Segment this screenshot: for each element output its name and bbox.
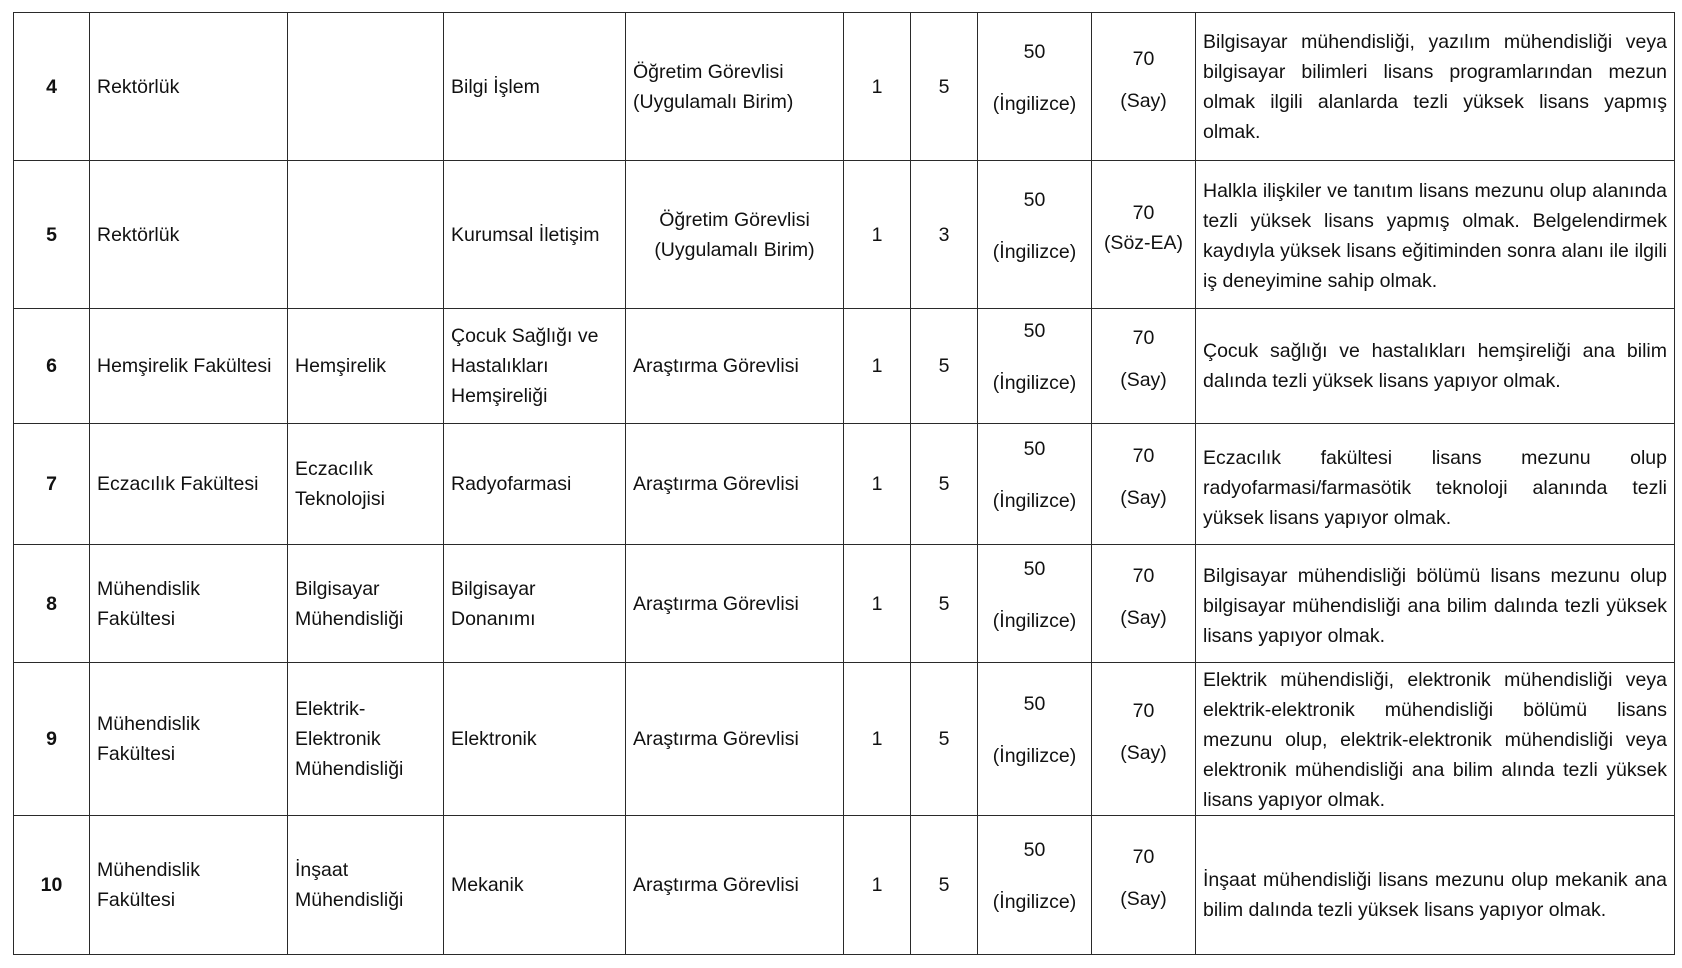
unit-cell: Mühendislik Fakültesi	[90, 816, 288, 955]
language-cell	[978, 663, 1092, 816]
field-cell: Mekanik	[444, 816, 626, 955]
unit-cell: Hemşirelik Fakültesi	[90, 309, 288, 424]
ales-cell	[1092, 663, 1196, 816]
language-score: 50	[1023, 693, 1046, 715]
language-name: (İngilizce)	[992, 240, 1077, 263]
ales-score: 70	[1132, 201, 1155, 224]
language-score: 50	[1023, 188, 1046, 211]
count-cell: 1	[844, 13, 911, 161]
language-score: 50	[1023, 557, 1046, 580]
positions-table-page	[13, 12, 1675, 955]
table-row	[14, 309, 1675, 424]
title-cell: Öğretim Görevlisi (Uygulamalı Birim)	[626, 161, 844, 309]
table-row	[14, 545, 1675, 663]
requirements-cell: Bilgisayar mühendisliği, yazılım mühendisliği veya bilgisayar bilimleri lisans programlarından mezun olmak ilgili alanlarda tezli yüksek lisans yapmış olmak.	[1196, 13, 1675, 161]
title-cell: Araştırma Görevlisi	[626, 663, 844, 816]
degree-cell: 5	[911, 309, 978, 424]
language-cell	[978, 545, 1092, 663]
table-row	[14, 13, 1675, 161]
ales-score: 70	[1132, 564, 1155, 587]
ales-cell	[1092, 309, 1196, 424]
degree-cell: 5	[911, 545, 978, 663]
language-score: 50	[1023, 839, 1046, 861]
field-cell: Bilgisayar Donanımı	[444, 545, 626, 663]
department-cell	[288, 161, 444, 309]
unit-cell: Mühendislik Fakültesi	[90, 545, 288, 663]
field-cell: Elektronik	[444, 663, 626, 816]
language-score: 50	[1023, 40, 1046, 63]
language-name: (İngilizce)	[992, 92, 1077, 115]
ales-type: (Say)	[1120, 606, 1167, 629]
language-cell	[978, 13, 1092, 161]
ales-type: (Say)	[1120, 742, 1167, 764]
ales-type: (Say)	[1120, 369, 1167, 391]
field-cell: Çocuk Sağlığı ve Hastalıkları Hemşireliği	[444, 309, 626, 424]
degree-cell: 3	[911, 161, 978, 309]
ales-score: 70	[1132, 846, 1155, 868]
count-cell: 1	[844, 663, 911, 816]
title-cell: Araştırma Görevlisi	[626, 816, 844, 955]
ales-type: (Say)	[1120, 888, 1167, 910]
unit-cell: Mühendislik Fakültesi	[90, 663, 288, 816]
language-score: 50	[1023, 320, 1046, 342]
count-cell: 1	[844, 816, 911, 955]
language-cell	[978, 161, 1092, 309]
row-number: 8	[14, 545, 90, 663]
department-cell: Hemşirelik	[288, 309, 444, 424]
requirements-cell: Eczacılık fakültesi lisans mezunu olup radyofarmasi/farmasötik teknoloji alanında tezli yüksek lisans yapıyor olmak.	[1196, 424, 1675, 545]
degree-cell: 5	[911, 424, 978, 545]
ales-cell	[1092, 13, 1196, 161]
field-cell: Radyofarmasi	[444, 424, 626, 545]
field-cell: Bilgi İşlem	[444, 13, 626, 161]
department-cell	[288, 13, 444, 161]
language-name: (İngilizce)	[992, 490, 1077, 512]
count-cell: 1	[844, 161, 911, 309]
language-cell	[978, 424, 1092, 545]
degree-cell: 5	[911, 816, 978, 955]
language-name: (İngilizce)	[992, 745, 1077, 767]
language-name: (İngilizce)	[992, 372, 1077, 394]
row-number: 10	[14, 816, 90, 955]
positions-table	[13, 12, 1675, 955]
unit-cell: Rektörlük	[90, 13, 288, 161]
requirements-cell: Elektrik mühendisliği, elektronik mühendisliği veya elektrik-elektronik mühendisliği bölümü lisans mezunu olup, elektrik-elektronik mühendisliği veya elektronik mühendisliği ana bilim alında tezli yüksek lisans yapıyor olmak.	[1196, 663, 1675, 816]
table-row	[14, 424, 1675, 545]
count-cell: 1	[844, 545, 911, 663]
unit-cell: Eczacılık Fakültesi	[90, 424, 288, 545]
row-number: 9	[14, 663, 90, 816]
language-cell	[978, 309, 1092, 424]
requirements-cell: İnşaat mühendisliği lisans mezunu olup mekanik ana bilim dalında tezli yüksek lisans yapıyor olmak.	[1196, 816, 1675, 955]
row-number: 7	[14, 424, 90, 545]
requirements-cell: Bilgisayar mühendisliği bölümü lisans mezunu olup bilgisayar mühendisliği ana bilim dalında tezli yüksek lisans yapıyor olmak.	[1196, 545, 1675, 663]
ales-score: 70	[1132, 445, 1155, 467]
row-number: 6	[14, 309, 90, 424]
ales-score: 70	[1132, 327, 1155, 349]
degree-cell: 5	[911, 13, 978, 161]
table-row	[14, 663, 1675, 816]
title-cell: Araştırma Görevlisi	[626, 545, 844, 663]
degree-cell: 5	[911, 663, 978, 816]
row-number: 5	[14, 161, 90, 309]
count-cell: 1	[844, 424, 911, 545]
table-row	[14, 161, 1675, 309]
department-cell: Eczacılık Teknolojisi	[288, 424, 444, 545]
table-row	[14, 816, 1675, 955]
title-cell: Araştırma Görevlisi	[626, 424, 844, 545]
count-cell: 1	[844, 309, 911, 424]
department-cell: Elektrik-Elektronik Mühendisliği	[288, 663, 444, 816]
ales-cell	[1092, 424, 1196, 545]
language-score: 50	[1023, 438, 1046, 460]
ales-type: (Say)	[1120, 89, 1167, 112]
field-cell: Kurumsal İletişim	[444, 161, 626, 309]
ales-cell	[1092, 816, 1196, 955]
department-cell: İnşaat Mühendisliği	[288, 816, 444, 955]
title-cell: Öğretim Görevlisi (Uygulamalı Birim)	[626, 13, 844, 161]
ales-cell	[1092, 545, 1196, 663]
department-cell: Bilgisayar Mühendisliği	[288, 545, 444, 663]
unit-cell: Rektörlük	[90, 161, 288, 309]
ales-type: (Söz-EA)	[1103, 231, 1184, 254]
requirements-cell: Çocuk sağlığı ve hastalıkları hemşireliği ana bilim dalında tezli yüksek lisans yapıyor olmak.	[1196, 309, 1675, 424]
language-cell	[978, 816, 1092, 955]
row-number: 4	[14, 13, 90, 161]
language-name: (İngilizce)	[992, 609, 1077, 632]
title-cell: Araştırma Görevlisi	[626, 309, 844, 424]
ales-score: 70	[1132, 47, 1155, 70]
requirements-cell: Halkla ilişkiler ve tanıtım lisans mezunu olup alanında tezli yüksek lisans yapmış olmak. Belgelendirmek kaydıyla yüksek lisans eğitiminden sonra alanı ile ilgili iş deneyimine sahip olmak.	[1196, 161, 1675, 309]
language-name: (İngilizce)	[992, 891, 1077, 913]
ales-cell	[1092, 161, 1196, 309]
ales-type: (Say)	[1120, 487, 1167, 509]
ales-score: 70	[1132, 700, 1155, 722]
